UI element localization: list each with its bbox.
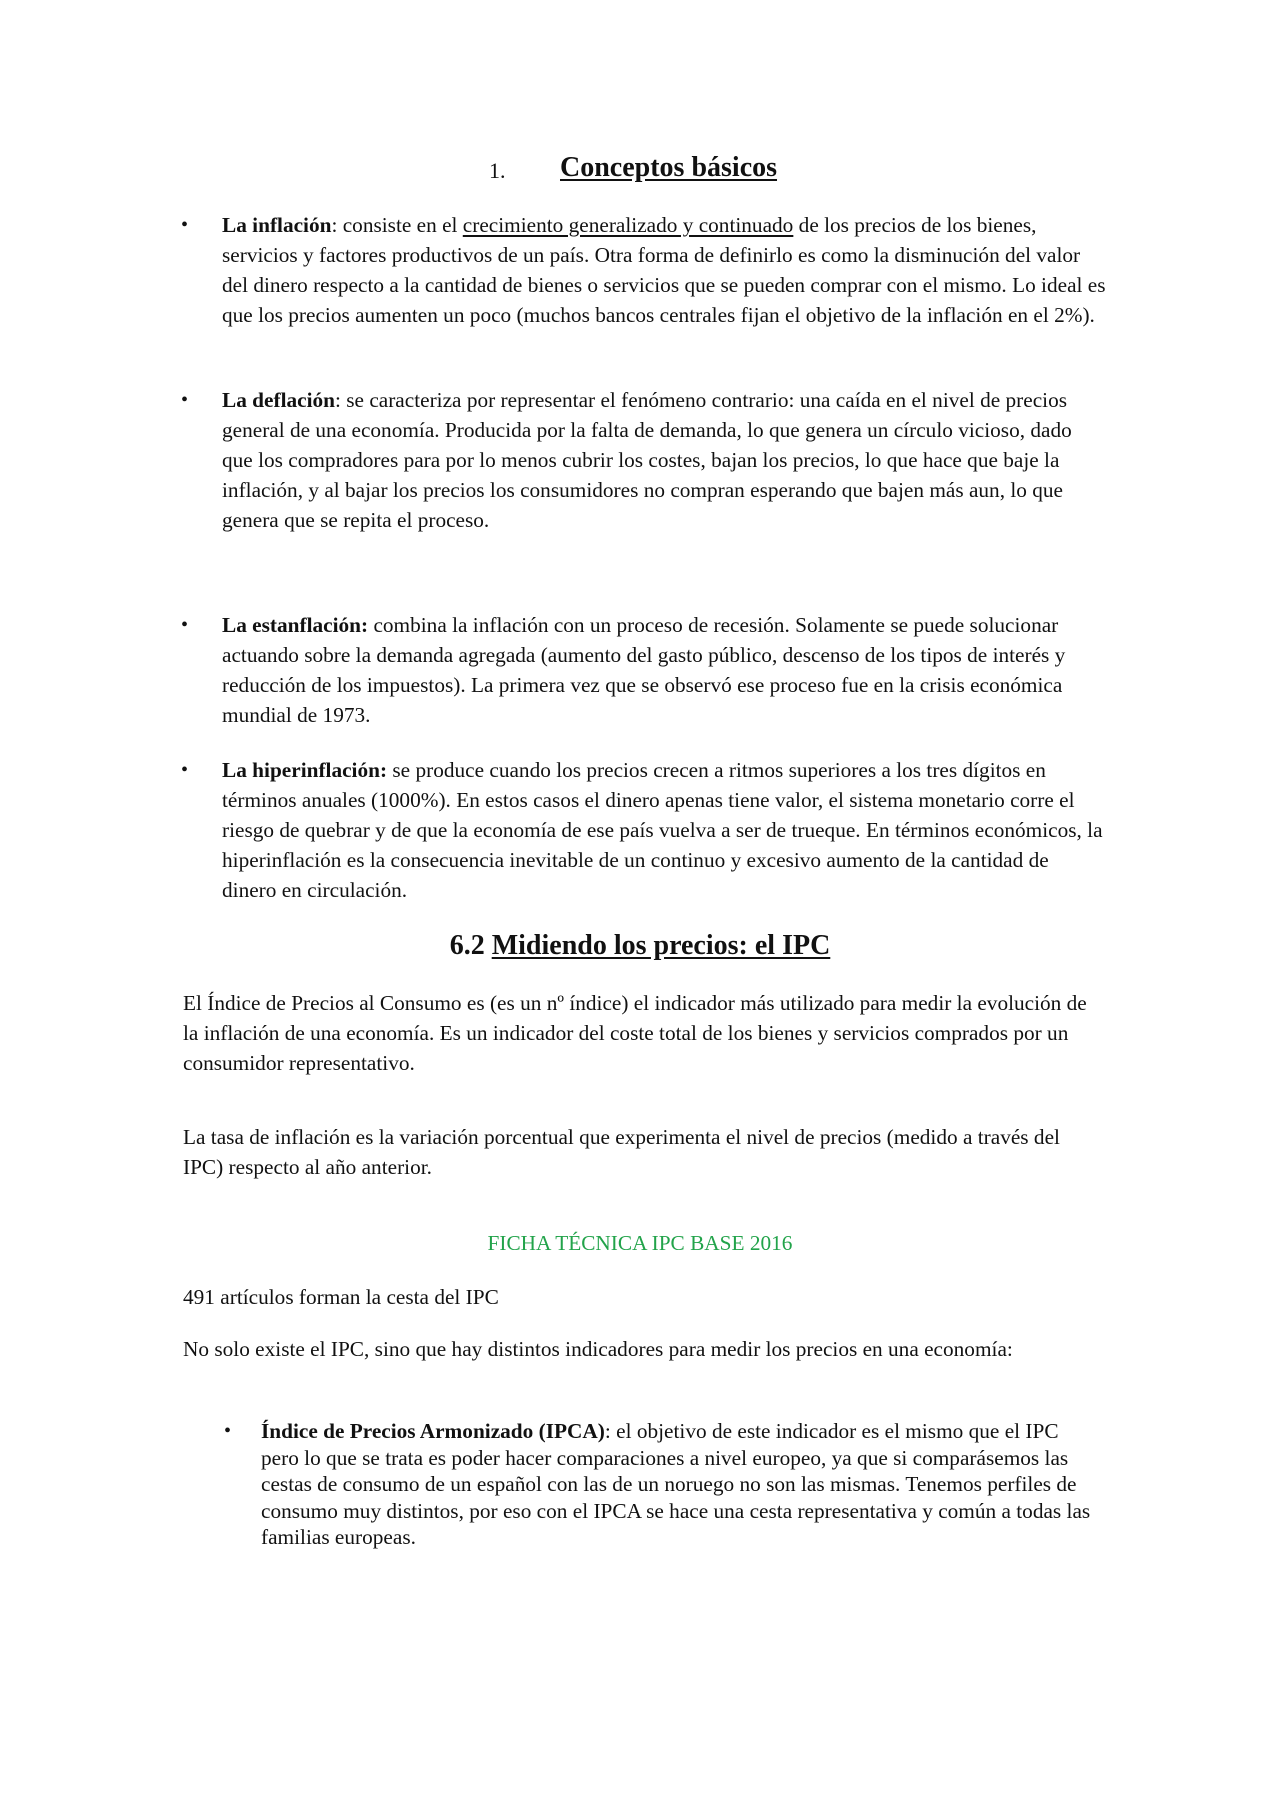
section-title: Conceptos básicos	[560, 152, 778, 183]
paragraph-inflation-rate: La tasa de inflación es la variación porcentual que experimenta el nivel de precios (medido a través del IPC) respecto al año anterior.	[183, 1125, 1060, 1179]
paragraph-ipc-definition: El Índice de Precios al Consumo es (es un nº índice) el indicador más utilizado para medir la evolución de la inflación de una economía. Es un indicador del coste total de los bienes y servicios comprados por un consumidor representativo.	[183, 991, 1087, 1075]
list-item-estanflacion: La estanflación: combina la inflación con un proceso de recesión. Solamente se puede solucionar actuando sobre la demanda agregada (aumento del gasto público, descenso de los tipos de interés y reducción de los impuestos). La primera vez que se observó ese proceso fue en la crisis económica mundial de 1973.	[222, 613, 1066, 727]
section-number: 1.	[489, 158, 506, 183]
term-deflacion: La deflación	[222, 388, 335, 412]
bullet-marker: •	[181, 389, 189, 411]
term-hiperinflacion: La hiperinflación:	[222, 758, 388, 782]
list-item-hiperinflacion: La hiperinflación: se produce cuando los precios crecen a ritmos superiores a los tres dígitos en términos anuales (1000%). En estos casos el dinero apenas tiene valor, el sistema monetario corre el riesgo de quebrar y de que la economía de ese país vuelva a ser de trueque. En términos económicos, la hiperinflación es la consecuencia inevitable de un continuo y excesivo aumento de la cantidad de dinero en circulación.	[222, 758, 1103, 902]
list-item-inflacion: La inflación: consiste en el crecimiento generalizado y continuado de los precios de los bienes, servicios y factores productivos de un país. Otra forma de definirlo es como la disminución del valor del dinero respecto a la cantidad de bienes o servicios que se pueden comprar con el mismo. Lo ideal es que los precios aumenten un poco (muchos bancos centrales fijan el objetivo de la inflación en el 2%).	[222, 213, 1106, 327]
bullet-marker: •	[181, 614, 189, 636]
paragraph-other-indicators: No solo existe el IPC, sino que hay distintos indicadores para medir los precios en una economía:	[183, 1337, 1013, 1361]
paragraph-articles: 491 artículos forman la cesta del IPC	[183, 1285, 499, 1309]
underlined-phrase: crecimiento generalizado y continuado	[462, 213, 794, 237]
subsection-heading	[0, 930, 1280, 962]
bullet-marker: •	[224, 1420, 232, 1442]
bullet-marker: •	[181, 759, 189, 781]
ficha-tecnica-link[interactable]: FICHA TÉCNICA IPC BASE 2016	[487, 1231, 793, 1255]
term-estanflacion: La estanflación:	[222, 613, 369, 637]
bullet-marker: •	[181, 214, 189, 236]
subsection-number: 6.2	[449, 930, 492, 961]
term-ipca: Índice de Precios Armonizado (IPCA)	[261, 1419, 605, 1443]
list-item-deflacion: La deflación: se caracteriza por representar el fenómeno contrario: una caída en el nivel de precios general de una economía. Producida por la falta de demanda, lo que genera un círculo vicioso, dado que los compradores para por lo menos cubrir los costes, bajan los precios, lo que hace que baje la inflación, y al bajar los precios los consumidores no compran esperando que bajen más aun, lo que genera que se repita el proceso.	[222, 388, 1072, 532]
term-inflacion: La inflación	[222, 213, 332, 237]
list-item-ipca: Índice de Precios Armonizado (IPCA): el objetivo de este indicador es el mismo que el IPC pero lo que se trata es poder hacer comparaciones a nivel europeo, ya que si comparásemos las cestas de consumo de un español con las de un noruego no son las mismas. Tenemos perfiles de consumo muy distintos, por eso con el IPCA se hace una cesta representativa y común a todas las familias europeas.	[261, 1419, 1091, 1549]
subsection-title: Midiendo los precios: el IPC	[491, 930, 831, 961]
